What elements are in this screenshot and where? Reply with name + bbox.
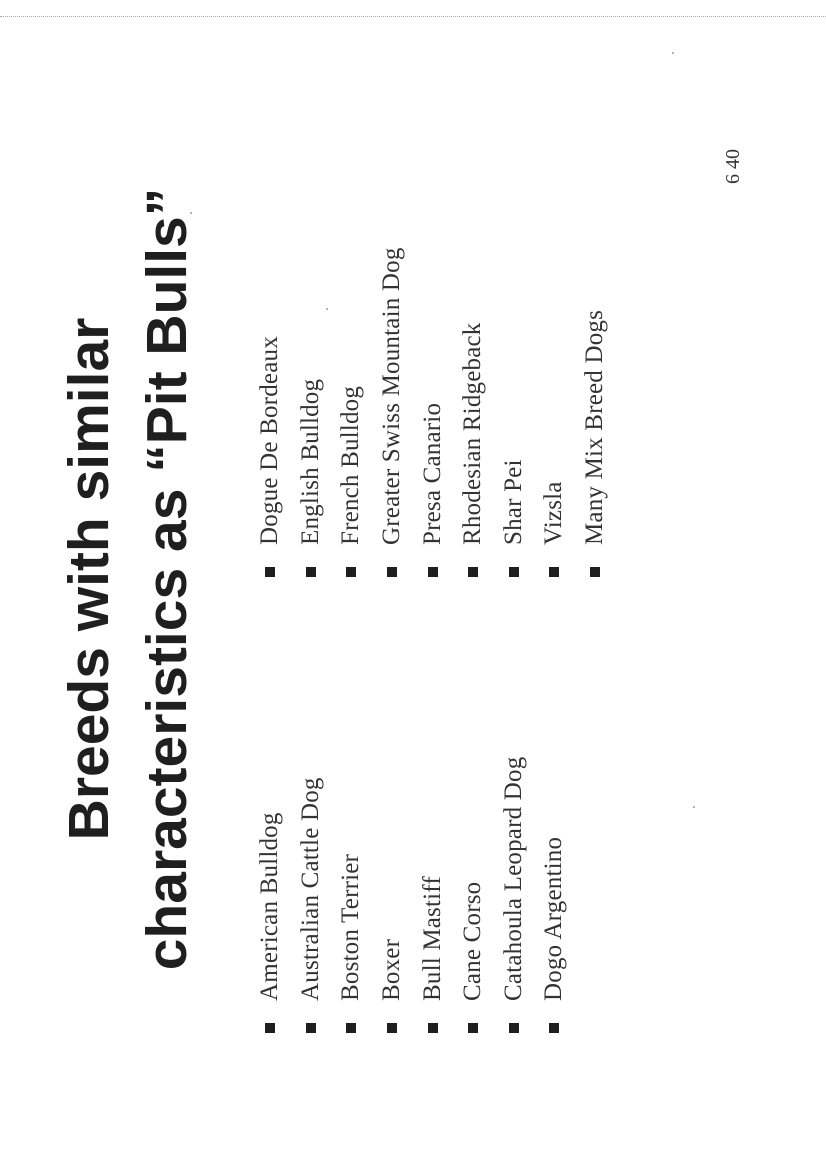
square-bullet-icon (265, 567, 275, 577)
breed-label: Bull Mastiff (418, 876, 446, 1001)
list-item (412, 247, 453, 577)
square-bullet-icon (590, 567, 600, 577)
square-bullet-icon (468, 1023, 478, 1033)
breed-label: French Bulldog (337, 385, 365, 545)
square-bullet-icon (509, 567, 519, 577)
list-item (453, 247, 494, 577)
slide-title-line-1: Breeds with similar (57, 317, 121, 841)
breed-label: Vizsla (540, 481, 568, 545)
breed-label: Dogo Argentino (540, 836, 568, 1001)
list-item (494, 247, 535, 577)
list-item (534, 757, 575, 1033)
list-item (534, 247, 575, 577)
breed-label: Rhodesian Ridgeback (459, 322, 487, 545)
square-bullet-icon (549, 567, 559, 577)
square-bullet-icon (387, 1023, 397, 1033)
square-bullet-icon (306, 1023, 316, 1033)
list-item (372, 247, 413, 577)
breed-label: Boxer (378, 938, 406, 1001)
square-bullet-icon (306, 567, 316, 577)
page-number: 6 40 (722, 149, 744, 184)
breed-label: Catahoula Leopard Dog (499, 756, 527, 1001)
square-bullet-icon (265, 1023, 275, 1033)
breed-label: English Bulldog (296, 378, 324, 545)
list-item (372, 757, 413, 1033)
breed-label: American Bulldog (256, 812, 284, 1001)
list-item (250, 757, 291, 1033)
breed-label: Presa Canario (418, 402, 446, 545)
square-bullet-icon (387, 567, 397, 577)
breed-label: Greater Swiss Mountain Dog (378, 247, 406, 545)
breed-label: Boston Terrier (337, 853, 365, 1001)
list-item (291, 247, 332, 577)
breed-label: Dogue De Bordeaux (256, 336, 284, 545)
breed-label: Australian Cattle Dog (296, 777, 324, 1001)
square-bullet-icon (428, 1023, 438, 1033)
square-bullet-icon (509, 1023, 519, 1033)
list-item (250, 247, 291, 577)
breed-label: Shar Pei (499, 459, 527, 545)
list-item (575, 247, 616, 577)
square-bullet-icon (549, 1023, 559, 1033)
list-item (331, 757, 372, 1033)
breed-label: Many Mix Breed Dogs (581, 309, 609, 545)
square-bullet-icon (346, 1023, 356, 1033)
list-item (291, 757, 332, 1033)
breed-list-left (250, 757, 575, 1033)
slide-title-line-2: characteristics as “Pit Bulls” (135, 187, 199, 971)
list-item (331, 247, 372, 577)
list-item (453, 757, 494, 1033)
breed-list-right (250, 247, 615, 577)
breed-label: Cane Corso (459, 881, 487, 1001)
square-bullet-icon (346, 567, 356, 577)
list-item (412, 757, 453, 1033)
list-item (494, 757, 535, 1033)
square-bullet-icon (468, 567, 478, 577)
square-bullet-icon (428, 567, 438, 577)
